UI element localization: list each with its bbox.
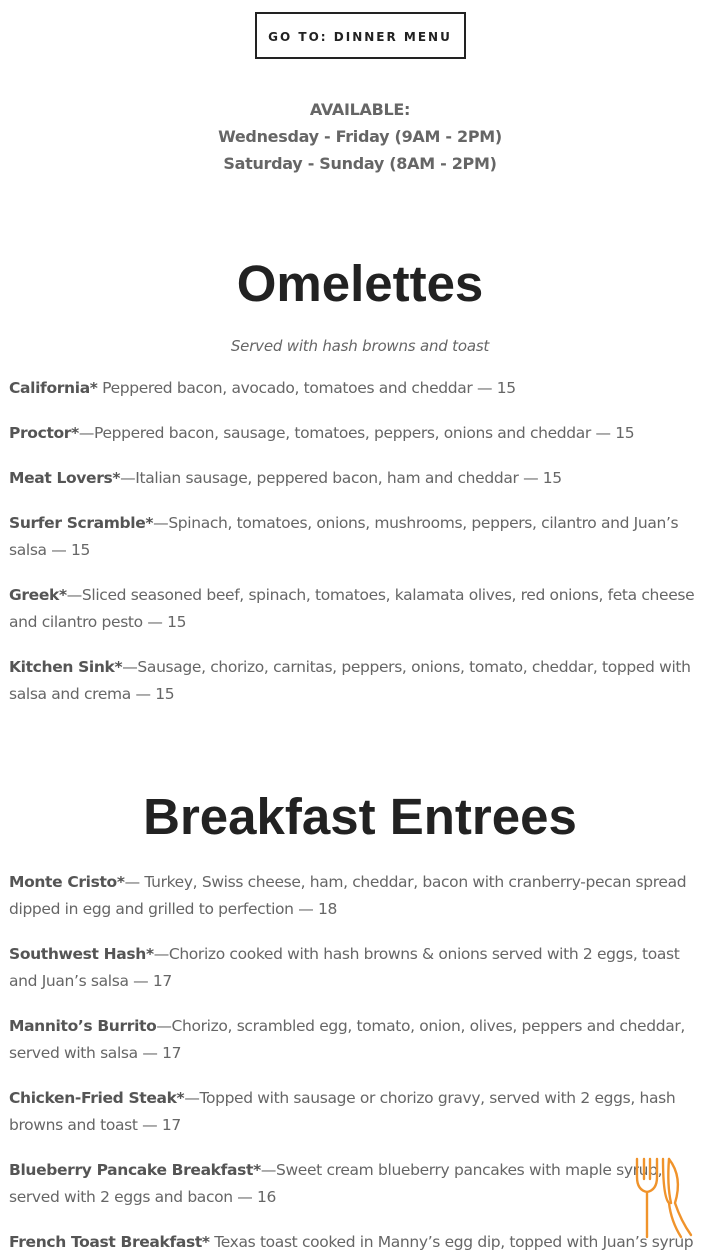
menu-item <box>9 582 711 636</box>
menu-item <box>9 1229 711 1256</box>
dinner-button-wrap <box>0 0 720 59</box>
menu-item <box>9 869 711 923</box>
menu-item-name: Blueberry Pancake Breakfast* <box>9 1161 261 1179</box>
menu-item-name: Mannito’s Burrito <box>9 1017 157 1035</box>
menu-item-name: French Toast Breakfast* <box>9 1233 210 1251</box>
menu-item <box>9 510 711 564</box>
menu-item-description: —Peppered bacon, sausage, tomatoes, peppers, onions and cheddar — 15 <box>78 424 635 442</box>
menu-item-name: Surfer Scramble* <box>9 514 154 532</box>
menu-item-name: Greek* <box>9 586 67 604</box>
menu-item-description: — Turkey, Swiss cheese, ham, cheddar, bacon with cranberry-pecan spread dipped in egg and grilled to perfection — 18 <box>9 873 687 918</box>
menu-item <box>9 1157 711 1211</box>
menu-item-description: Peppered bacon, avocado, tomatoes and cheddar — 15 <box>97 379 516 397</box>
fork-knife-icon[interactable] <box>633 1157 705 1239</box>
menu-item-name: Southwest Hash* <box>9 945 154 963</box>
omelettes-subtitle: Served with hash browns and toast <box>230 337 490 355</box>
menu-item <box>9 1013 711 1067</box>
menu-item <box>9 420 711 447</box>
entrees-list <box>0 869 720 1256</box>
availability-line: Wednesday - Friday (9AM - 2PM) <box>218 127 502 146</box>
menu-item-description: —Topped with sausage or chorizo gravy, served with 2 eggs, hash browns and toast — 17 <box>9 1089 676 1134</box>
menu-item <box>9 654 711 708</box>
fork-knife-icon-svg <box>633 1157 705 1239</box>
availability-line: Saturday - Sunday (8AM - 2PM) <box>223 154 497 173</box>
menu-item-description: Texas toast cooked in Manny’s egg dip, topped with Juan’s syrup <box>209 1233 694 1251</box>
menu-item <box>9 1085 711 1139</box>
menu-item-description: —Sliced seasoned beef, spinach, tomatoes, kalamata olives, red onions, feta cheese and cilantro pesto — 15 <box>9 586 695 631</box>
menu-item <box>9 465 711 492</box>
menu-item-description: —Sausage, chorizo, carnitas, peppers, onions, tomato, cheddar, topped with salsa and crema — 15 <box>9 658 691 703</box>
menu-item-description: —Chorizo cooked with hash browns & onions served with 2 eggs, toast and Juan’s salsa — 17 <box>9 945 680 990</box>
menu-item-description: —Chorizo, scrambled egg, tomato, onion, olives, peppers and cheddar, served with salsa — 17 <box>9 1017 685 1062</box>
menu-item-name: Monte Cristo* <box>9 873 125 891</box>
menu-item-description: —Spinach, tomatoes, onions, mushrooms, peppers, cilantro and Juan’s salsa — 15 <box>9 514 679 559</box>
breakfast-entrees-title: Breakfast Entrees <box>143 788 577 845</box>
menu-item-name: Proctor* <box>9 424 79 442</box>
menu-item-name: Chicken-Fried Steak* <box>9 1089 185 1107</box>
menu-item-description: —Sweet cream blueberry pancakes with maple syrup, served with 2 eggs and bacon — 16 <box>9 1161 663 1206</box>
menu-item <box>9 375 711 402</box>
menu-item <box>9 941 711 995</box>
omelettes-list <box>0 375 720 708</box>
availability-heading: AVAILABLE: <box>309 100 411 119</box>
menu-item-name: Meat Lovers* <box>9 469 121 487</box>
omelettes-title: Omelettes <box>236 255 484 312</box>
availability-block <box>0 96 720 177</box>
menu-item-name: California* <box>9 379 98 397</box>
go-to-dinner-menu-button[interactable]: GO TO: DINNER MENU <box>255 12 466 59</box>
menu-item-name: Kitchen Sink* <box>9 658 123 676</box>
menu-item-description: —Italian sausage, peppered bacon, ham and cheddar — 15 <box>120 469 562 487</box>
